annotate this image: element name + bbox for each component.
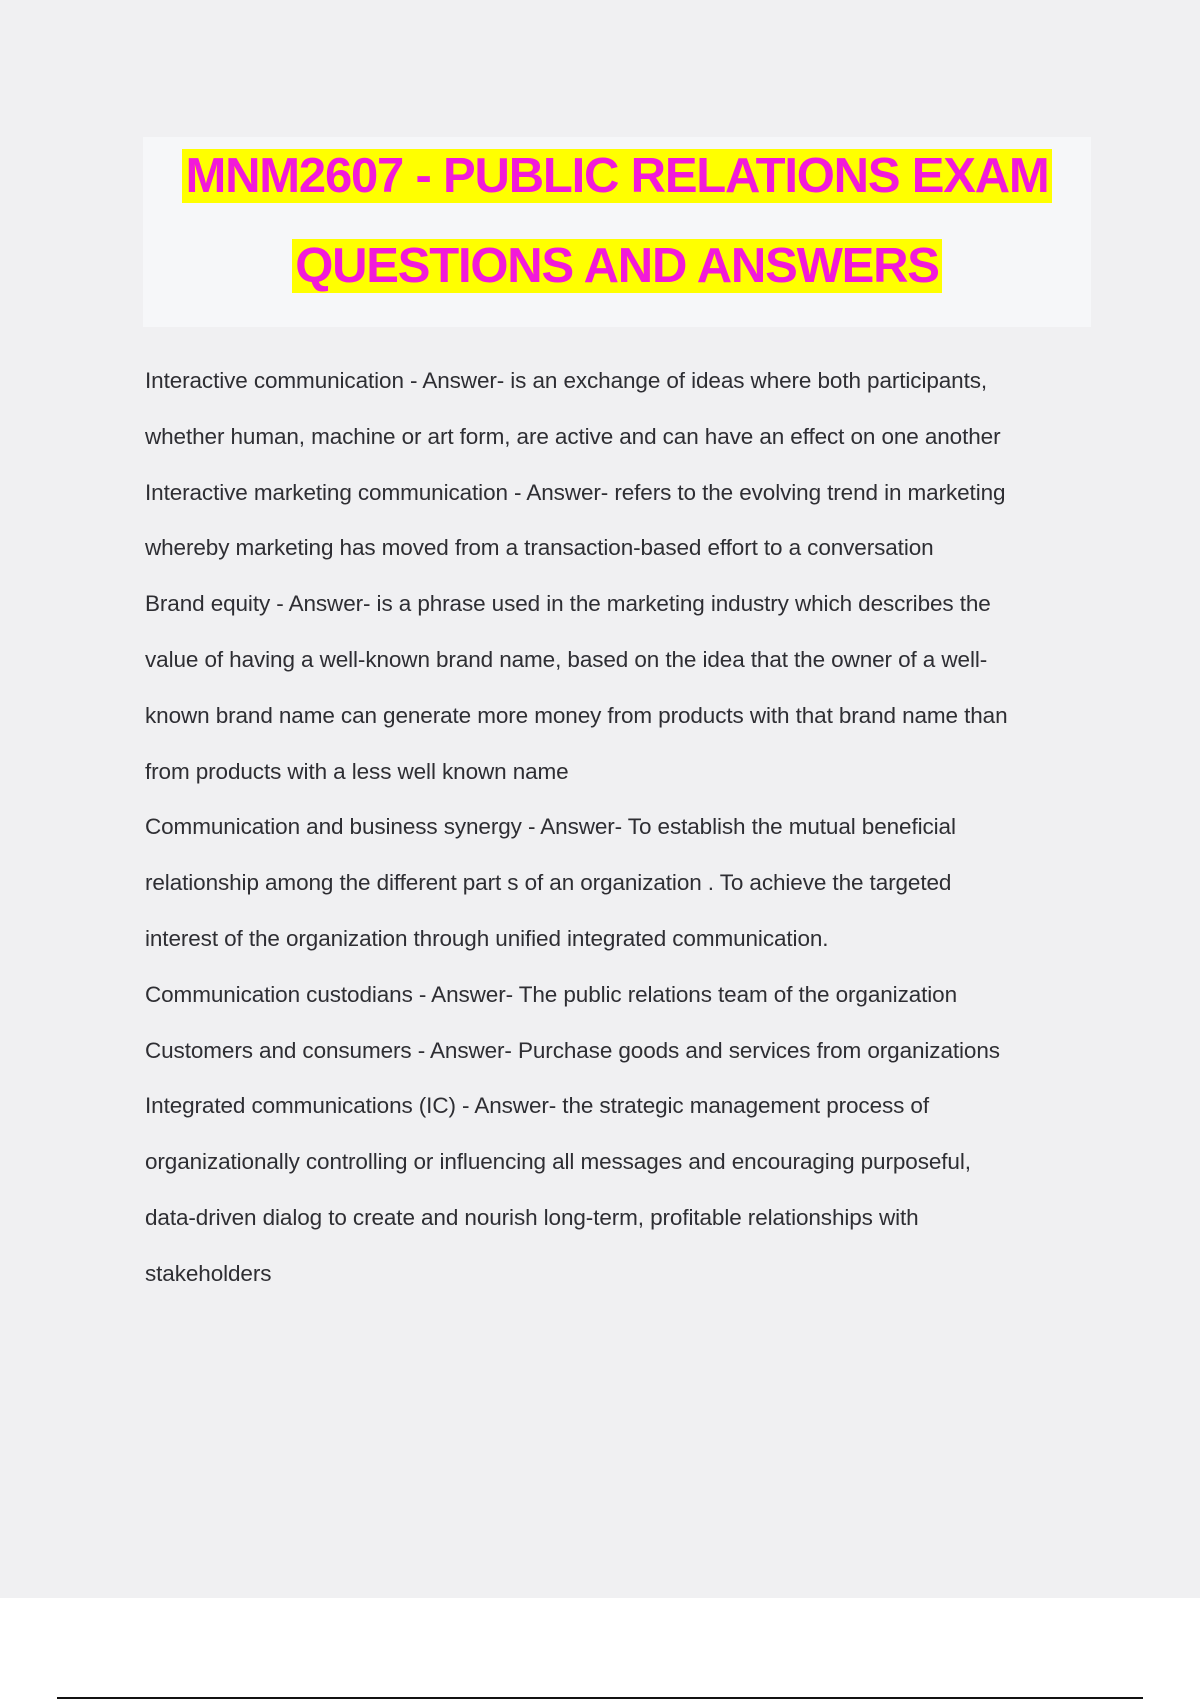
qa-entry-interactive-marketing-communication bbox=[145, 480, 1105, 592]
footer-rule bbox=[57, 1697, 1143, 1699]
entry-text-line: Brand equity - Answer- is a phrase used in the marketing industry which describes the bbox=[145, 591, 991, 617]
entry-text-line: data-driven dialog to create and nourish long-term, profitable relationships with bbox=[145, 1204, 919, 1230]
title-line-2 bbox=[143, 235, 1091, 297]
title-block bbox=[143, 137, 1091, 327]
title-highlight-1: MNM2607 - PUBLIC RELATIONS EXAM bbox=[182, 149, 1051, 203]
entry-text-line: organizationally controlling or influencing all messages and encouraging purposeful, bbox=[145, 1149, 971, 1175]
title-highlight-2: QUESTIONS AND ANSWERS bbox=[292, 239, 942, 293]
entry-text-line: Interactive marketing communication - Answer- refers to the evolving trend in marketing bbox=[145, 479, 1006, 505]
title-line-1 bbox=[143, 145, 1091, 207]
entry-text-line: Interactive communication - Answer- is an exchange of ideas where both participants, bbox=[145, 368, 988, 393]
qa-entry-interactive-communication bbox=[145, 368, 1105, 480]
entry-text-line: value of having a well-known brand name, based on the idea that the owner of a well- bbox=[145, 646, 988, 672]
entry-text-line: Customers and consumers - Answer- Purchase goods and services from organizations bbox=[145, 1037, 1000, 1063]
entry-text-line: whereby marketing has moved from a transaction-based effort to a conversation bbox=[145, 535, 934, 561]
qa-entry-customers-and-consumers bbox=[145, 1038, 1105, 1094]
entry-text-line: Communication custodians - Answer- The public relations team of the organization bbox=[145, 981, 958, 1007]
entry-text-line: known brand name can generate more money from products with that brand name than bbox=[145, 702, 1008, 728]
entry-text-line: whether human, machine or art form, are active and can have an effect on one another bbox=[145, 423, 1001, 449]
entry-text-line: from products with a less well known name bbox=[145, 758, 569, 784]
entry-text-line: Integrated communications (IC) - Answer- the strategic management process of bbox=[145, 1093, 929, 1119]
entry-text-line: stakeholders bbox=[145, 1260, 272, 1286]
qa-entry-brand-equity bbox=[145, 591, 1105, 814]
entry-text-line: Communication and business synergy - Answer- To establish the mutual beneficial bbox=[145, 814, 956, 840]
entry-text-line: relationship among the different part s of an organization . To achieve the targeted bbox=[145, 870, 952, 896]
qa-entry-communication-custodians bbox=[145, 982, 1105, 1038]
qa-entries bbox=[145, 368, 1105, 1317]
qa-entry-communication-and-business-synergy bbox=[145, 814, 1105, 981]
entry-text-line: interest of the organization through unified integrated communication. bbox=[145, 925, 829, 951]
qa-entry-integrated-communications bbox=[145, 1093, 1105, 1316]
